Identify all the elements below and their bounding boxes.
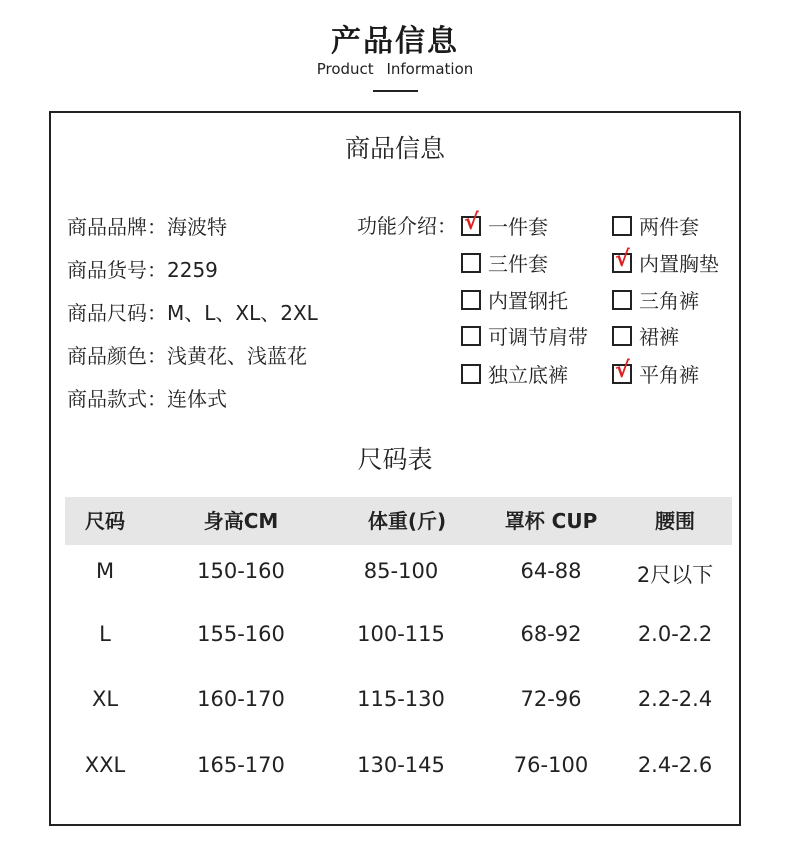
feature-skort	[612, 321, 679, 350]
info-label: 商品款式	[67, 387, 147, 411]
checkmark-icon: √	[615, 246, 630, 272]
info-separator: ：	[147, 344, 167, 368]
title-underline	[373, 90, 418, 92]
cell-cup: 68-92	[520, 622, 582, 646]
checkmark-icon: √	[464, 209, 479, 235]
column-header-height: 身高CM	[203, 509, 279, 533]
feature-built-in-pads	[612, 248, 719, 277]
feature-three-piece	[461, 248, 548, 277]
features-label: 功能介绍：	[357, 214, 457, 238]
info-label: 商品品牌	[67, 215, 147, 239]
checkbox[interactable]	[612, 326, 632, 346]
cell-height: 155-160	[197, 622, 285, 646]
info-value: 浅黄花、浅蓝花	[167, 344, 307, 368]
checkbox[interactable]	[612, 246, 632, 273]
feature-label: 平角裤	[639, 363, 699, 387]
cell-waist: 2.2-2.4	[637, 687, 713, 711]
info-row-colors	[67, 340, 307, 369]
cell-size: M	[95, 559, 115, 583]
size-chart-heading: 尺码表	[357, 445, 433, 474]
feature-one-piece	[461, 211, 548, 240]
info-separator: ：	[147, 387, 167, 411]
cell-size: XL	[91, 687, 119, 711]
cell-waist: 2尺以下	[636, 563, 714, 587]
cell-cup: 72-96	[520, 687, 582, 711]
feature-label: 可调节肩带	[488, 325, 588, 349]
checkbox[interactable]	[461, 253, 481, 273]
checkbox[interactable]	[461, 326, 481, 346]
cell-weight: 130-145	[357, 753, 445, 777]
column-header-weight: 体重(斤)	[367, 509, 447, 533]
checkbox[interactable]	[612, 357, 632, 384]
feature-underwire	[461, 285, 568, 314]
info-separator: ：	[147, 215, 167, 239]
feature-boyshort-bottom	[612, 359, 699, 388]
feature-label: 独立底裤	[488, 363, 568, 387]
column-header-size: 尺码	[85, 509, 125, 533]
feature-label: 一件套	[488, 215, 548, 239]
feature-two-piece	[612, 211, 699, 240]
feature-label: 三角裤	[639, 289, 699, 313]
feature-label: 裙裤	[639, 325, 679, 349]
cell-height: 150-160	[197, 559, 285, 583]
checkbox[interactable]	[461, 209, 481, 236]
page-subtitle: Product Information	[316, 60, 474, 78]
feature-label: 三件套	[488, 252, 548, 276]
info-separator: ：	[147, 301, 167, 325]
feature-separate-bottom	[461, 359, 568, 388]
cell-height: 165-170	[197, 753, 285, 777]
cell-waist: 2.4-2.6	[637, 753, 713, 777]
info-label: 商品货号	[67, 258, 147, 282]
cell-size: L	[99, 622, 111, 646]
product-info-frame	[49, 111, 741, 826]
cell-size: XXL	[84, 753, 126, 777]
page-title: 产品信息	[331, 24, 459, 59]
feature-label: 两件套	[639, 215, 699, 239]
checkmark-icon: √	[615, 357, 630, 383]
info-label: 商品颜色	[67, 344, 147, 368]
info-row-sizes	[67, 297, 318, 326]
checkbox[interactable]	[461, 290, 481, 310]
cell-height: 160-170	[197, 687, 285, 711]
cell-weight: 85-100	[363, 559, 439, 583]
column-header-cup: 罩杯 CUP	[504, 509, 598, 533]
cell-weight: 100-115	[357, 622, 445, 646]
feature-label: 内置胸垫	[639, 252, 719, 276]
info-row-item-number	[67, 254, 218, 283]
cell-weight: 115-130	[357, 687, 445, 711]
info-label: 商品尺码	[67, 301, 147, 325]
info-value: M、L、XL、2XL	[167, 301, 318, 325]
checkbox[interactable]	[612, 216, 632, 236]
feature-brief-bottom	[612, 285, 699, 314]
info-value: 海波特	[167, 215, 227, 239]
feature-label: 内置钢托	[488, 289, 568, 313]
product-info-heading: 商品信息	[344, 134, 445, 163]
info-separator: ：	[147, 258, 167, 282]
checkbox[interactable]	[461, 364, 481, 384]
info-row-style	[67, 383, 227, 412]
checkbox[interactable]	[612, 290, 632, 310]
cell-waist: 2.0-2.2	[637, 622, 713, 646]
info-value: 连体式	[167, 387, 227, 411]
info-value: 2259	[167, 258, 218, 282]
column-header-waist: 腰围	[655, 509, 695, 533]
cell-cup: 76-100	[513, 753, 589, 777]
size-chart-header	[65, 497, 732, 545]
feature-adjustable-straps	[461, 321, 588, 350]
info-row-brand	[67, 211, 227, 240]
cell-cup: 64-88	[520, 559, 582, 583]
